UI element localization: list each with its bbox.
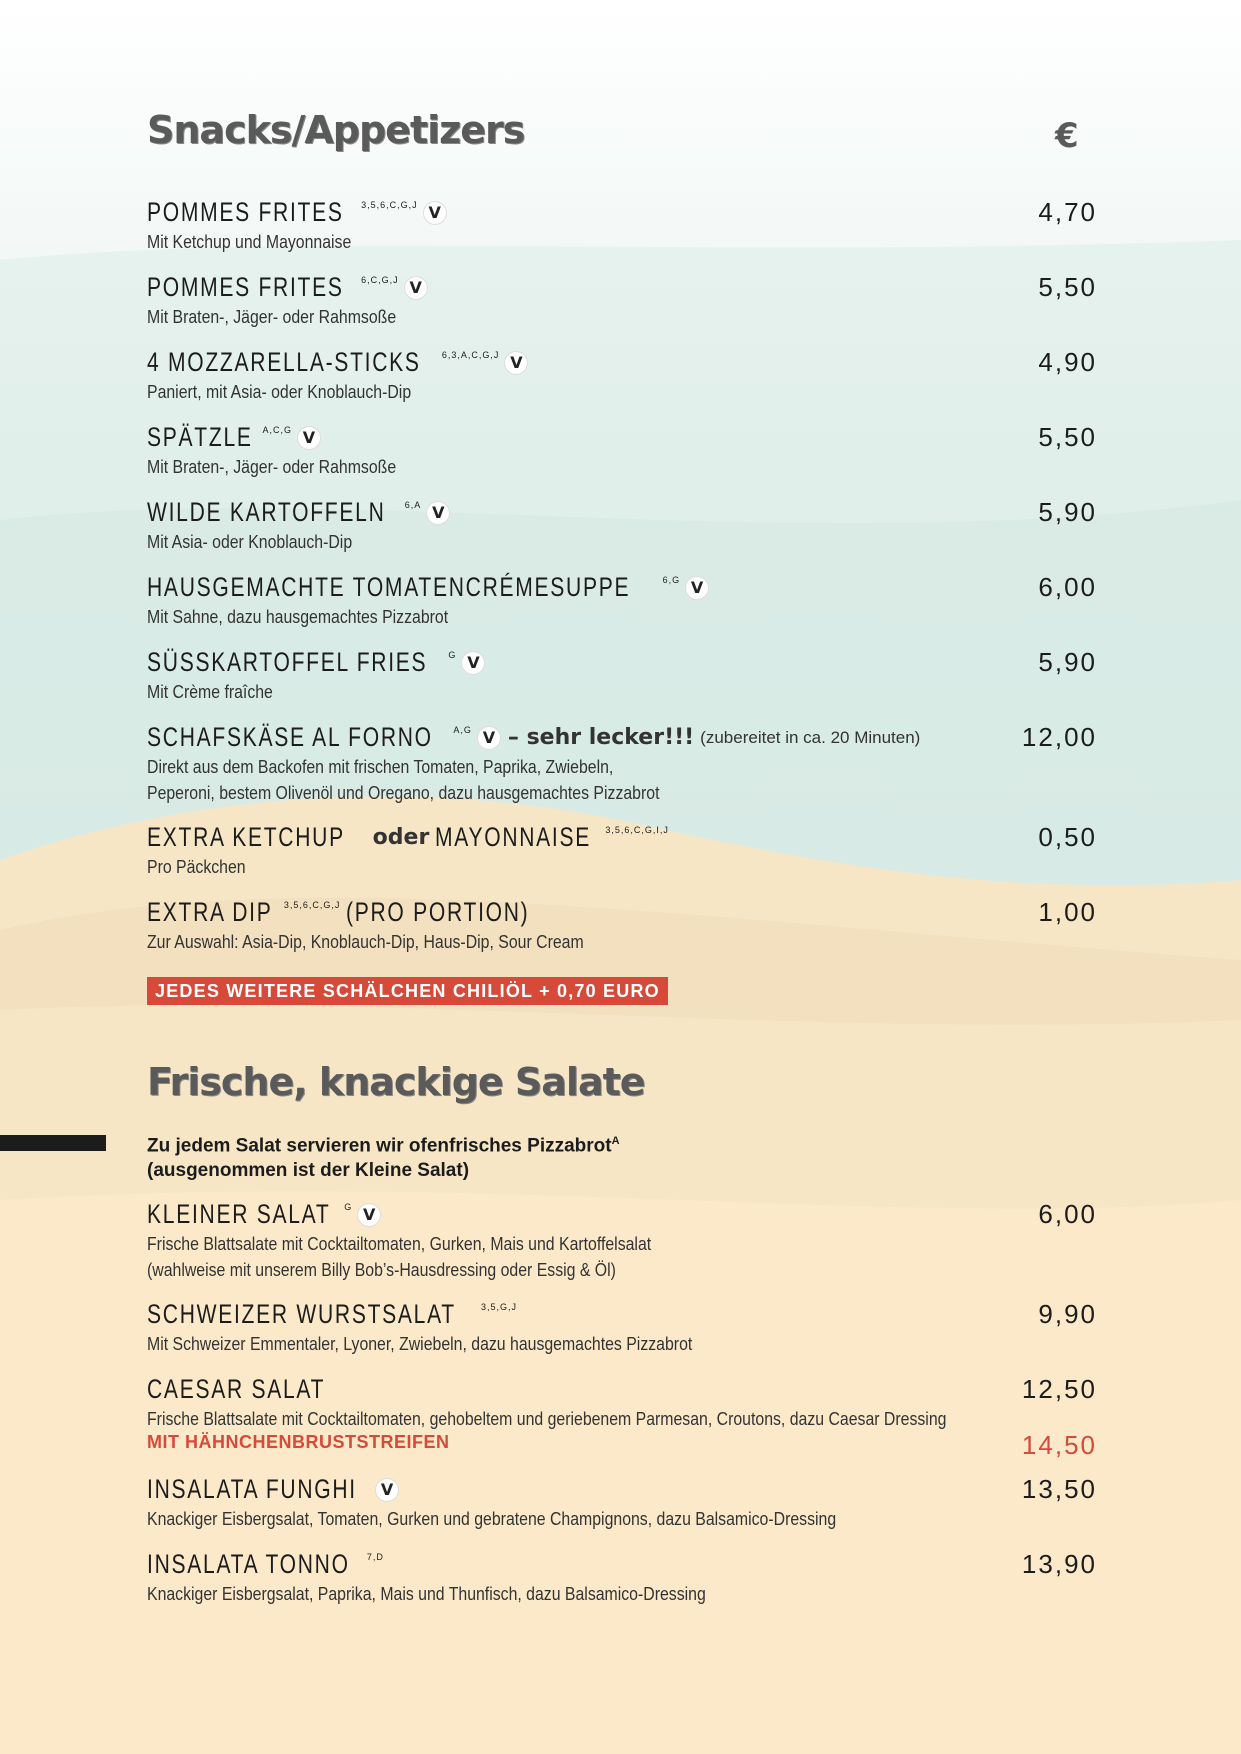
- item-name: INSALATA TONNO: [147, 1549, 350, 1579]
- item-description: Direkt aus dem Backofen mit frischen Tomaten, Paprika, Zwiebeln,: [147, 757, 614, 777]
- item-name-connector: oder: [372, 825, 430, 850]
- section-title-salads: Frische, knackige Salate: [147, 1060, 645, 1104]
- item-name: SCHWEIZER WURSTSALAT: [147, 1299, 456, 1329]
- menu-item: [147, 897, 1097, 955]
- allergen-codes: 6,C,G,J: [361, 274, 399, 285]
- vegetarian-icon: V: [505, 352, 527, 374]
- menu-item: [147, 572, 1097, 630]
- item-price: 6,00: [1038, 572, 1097, 602]
- item-description: Knackiger Eisbergsalat, Paprika, Mais und Thunfisch, dazu Balsamico-Dressing: [147, 1584, 706, 1604]
- salad-intro-line1: Zu jedem Salat servieren wir ofenfrisches Pizzabrot: [147, 1135, 612, 1157]
- vegetarian-icon: V: [405, 277, 427, 299]
- item-description: Frische Blattsalate mit Cocktailtomaten, gehobeltem und geriebenem Parmesan, Croutons, dazu Caesar Dressing: [147, 1409, 947, 1429]
- item-description: Paniert, mit Asia- oder Knoblauch-Dip: [147, 382, 412, 402]
- allergen-codes: A,C,G: [262, 424, 292, 435]
- item-extra-price: 14,50: [1021, 1430, 1097, 1460]
- menu-item: [147, 347, 1097, 405]
- item-name: KLEINER SALAT: [147, 1199, 331, 1229]
- allergen-codes: 6,G: [662, 574, 681, 585]
- menu-item: [147, 1299, 1097, 1357]
- item-name: INSALATA FUNGHI: [147, 1474, 357, 1504]
- item-price: 4,90: [1038, 347, 1097, 377]
- vegetarian-icon: V: [462, 652, 484, 674]
- item-name: POMMES FRITES: [147, 197, 344, 227]
- section-title-snacks: Snacks/Appetizers: [147, 108, 525, 152]
- item-description: Knackiger Eisbergsalat, Tomaten, Gurken und gebratene Champignons, dazu Balsamico-Dressing: [147, 1509, 837, 1529]
- allergen-codes: A,G: [453, 724, 472, 735]
- vegetarian-icon: V: [427, 502, 449, 524]
- salad-intro-line2: (ausgenommen ist der Kleine Salat): [147, 1160, 470, 1182]
- item-price: 13,90: [1021, 1549, 1097, 1579]
- menu-item: [147, 1374, 1097, 1458]
- chili-oil-banner: JEDES WEITERE SCHÄLCHEN CHILIÖL + 0,70 EURO: [147, 977, 668, 1005]
- item-price: 12,50: [1021, 1374, 1097, 1404]
- salad-intro: [147, 1129, 747, 1183]
- allergen-codes: 6,3,A,C,G,J: [441, 349, 500, 360]
- menu-item: [147, 497, 1097, 555]
- item-description-line2: (wahlweise mit unserem Billy Bob’s-Hausdressing oder Essig & Öl): [147, 1260, 616, 1280]
- item-price: 0,50: [1038, 822, 1097, 852]
- item-name: SCHAFSKÄSE AL FORNO: [147, 722, 433, 752]
- item-description: Frische Blattsalate mit Cocktailtomaten, Gurken, Mais und Kartoffelsalat: [147, 1234, 652, 1254]
- item-description: Mit Ketchup und Mayonnaise: [147, 232, 352, 252]
- item-description: Mit Braten-, Jäger- oder Rahmsoße: [147, 307, 397, 327]
- item-price: 13,50: [1021, 1474, 1097, 1504]
- item-description-line2: Peperoni, bestem Olivenöl und Oregano, dazu hausgemachtes Pizzabrot: [147, 783, 660, 803]
- item-price: 1,00: [1038, 897, 1097, 927]
- allergen-codes: 3,5,6,C,G,J: [361, 199, 418, 210]
- item-name: EXTRA DIP: [147, 897, 273, 927]
- vegetarian-icon: V: [298, 427, 320, 449]
- item-description: Mit Schweizer Emmentaler, Lyoner, Zwiebeln, dazu hausgemachtes Pizzabrot: [147, 1334, 693, 1354]
- item-name: WILDE KARTOFFELN: [147, 497, 386, 527]
- item-name: EXTRA KETCHUP: [147, 822, 345, 852]
- item-description: Mit Braten-, Jäger- oder Rahmsoße: [147, 457, 397, 477]
- vegetarian-icon: V: [686, 577, 708, 599]
- vegetarian-icon: V: [478, 727, 500, 749]
- item-price: 5,90: [1038, 497, 1097, 527]
- menu-item: [147, 422, 1097, 480]
- menu-item: [147, 722, 1097, 806]
- item-description: Pro Päckchen: [147, 857, 246, 877]
- decorative-bar: [0, 1135, 106, 1151]
- vegetarian-icon: V: [376, 1479, 398, 1501]
- item-price: 9,90: [1038, 1299, 1097, 1329]
- item-name: CAESAR SALAT: [147, 1374, 326, 1404]
- item-description: Zur Auswahl: Asia-Dip, Knoblauch-Dip, Haus-Dip, Sour Cream: [147, 932, 584, 952]
- menu-item: [147, 1199, 1097, 1283]
- item-name: POMMES FRITES: [147, 272, 344, 302]
- item-price: 5,90: [1038, 647, 1097, 677]
- menu-item: [147, 822, 1097, 880]
- menu-item: [147, 647, 1097, 705]
- item-description: Mit Sahne, dazu hausgemachtes Pizzabrot: [147, 607, 449, 627]
- menu-item: [147, 197, 1097, 255]
- allergen-codes: 3,5,6,C,G,J: [283, 899, 341, 910]
- allergen-codes: 3,5,6,C,G,I,J: [605, 824, 669, 835]
- vegetarian-icon: V: [358, 1204, 380, 1226]
- item-price: 5,50: [1038, 272, 1097, 302]
- allergen-codes: 7,D: [366, 1551, 384, 1562]
- item-name: SÜSSKARTOFFEL FRIES: [147, 647, 428, 677]
- item-tagline: – sehr lecker!!!: [507, 725, 695, 750]
- allergen-codes: G: [448, 649, 457, 660]
- item-price: 5,50: [1038, 422, 1097, 452]
- salad-intro-sup: A: [611, 1135, 620, 1147]
- menu-item: [147, 1474, 1097, 1532]
- allergen-codes: G: [344, 1201, 353, 1212]
- menu-item: [147, 272, 1097, 330]
- currency-header: €: [1055, 116, 1079, 156]
- allergen-codes: 3,5,G,J: [481, 1301, 518, 1312]
- menu-item: [147, 1549, 1097, 1607]
- item-name: SPÄTZLE: [147, 422, 253, 452]
- item-price: 6,00: [1038, 1199, 1097, 1229]
- item-price: 4,70: [1038, 197, 1097, 227]
- allergen-codes: 6,A: [404, 499, 422, 510]
- item-extra-option: MIT HÄHNCHENBRUSTSTREIFEN: [147, 1432, 450, 1452]
- item-description: Mit Crème fraîche: [147, 682, 273, 702]
- item-note: (zubereitet in ca. 20 Minuten): [700, 727, 921, 747]
- item-name: HAUSGEMACHTE TOMATENCRÉMESUPPE: [147, 572, 631, 602]
- item-name-suffix: (PRO PORTION): [346, 897, 530, 927]
- vegetarian-icon: V: [424, 202, 446, 224]
- item-name-alt: MAYONNAISE: [435, 822, 592, 852]
- item-name: 4 MOZZARELLA-STICKS: [147, 347, 421, 377]
- item-description: Mit Asia- oder Knoblauch-Dip: [147, 532, 353, 552]
- item-price: 12,00: [1021, 722, 1097, 752]
